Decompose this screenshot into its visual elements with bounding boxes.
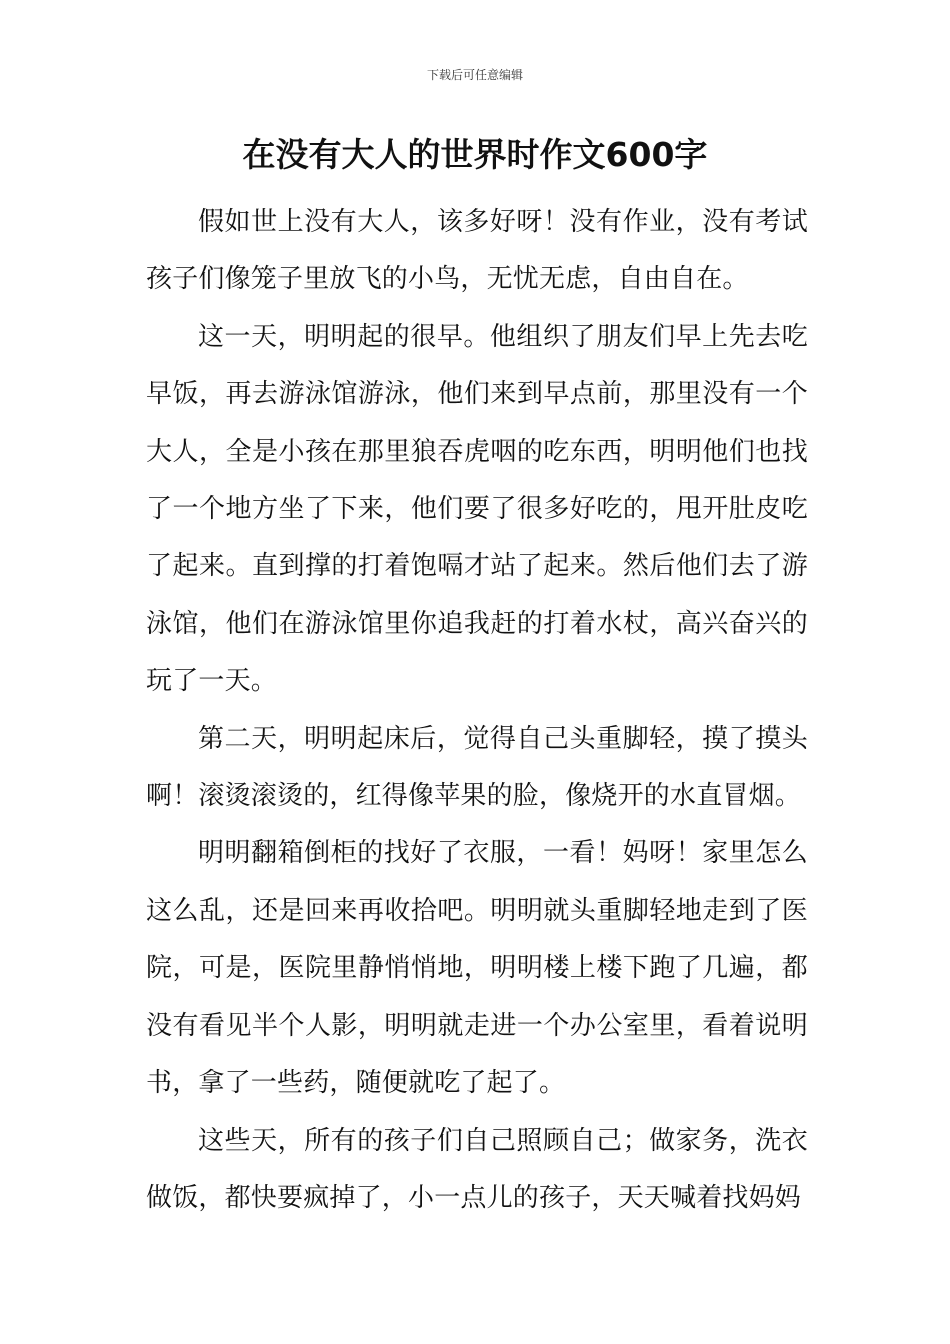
essay-body [146, 194, 808, 1227]
paragraph-2: 这一天，明明起的很早。他组织了朋友们早上先去吃早饭，再去游泳馆游泳，他们来到早点前，那里没有一个大人，全是小孩在那里狼吞虎咽的吃东西，明明他们也找了一个地方坐了下来，他们要了很多好吃的，甩开肚皮吃了起来。直到撑的打着饱嗝才站了起来。然后他们去了游泳馆，他们在游泳馆里你追我赶的打着水杖，高兴奋兴的玩了一天。 [146, 321, 808, 697]
paragraph-4: 明明翻箱倒柜的找好了衣服，一看！妈呀！家里怎么这么乱，还是回来再收拾吧。明明就头重脚轻地走到了医院，可是，医院里静悄悄地，明明楼上楼下跑了几遍，都没有看见半个人影，明明就走进一个办公室里，看着说明书，拿了一些药，随便就吃了起了。 [146, 838, 808, 1099]
document-title: 在没有大人的世界时作文600字 [242, 135, 708, 174]
paragraph-1: 假如世上没有大人，该多好呀！没有作业，没有考试孩子们像笼子里放飞的小鸟，无忧无虑，自由自在。 [146, 207, 808, 295]
paragraph-5: 这些天，所有的孩子们自己照顾自己；做家务，洗衣做饭，都快要疯掉了，小一点儿的孩子，天天喊着找妈妈 [146, 1125, 808, 1213]
header-note: 下载后可任意编辑 [426, 68, 523, 82]
paragraph-3: 第二天，明明起床后，觉得自己头重脚轻，摸了摸头啊！滚烫滚烫的，红得像苹果的脸，像烧开的水直冒烟。 [146, 723, 808, 812]
